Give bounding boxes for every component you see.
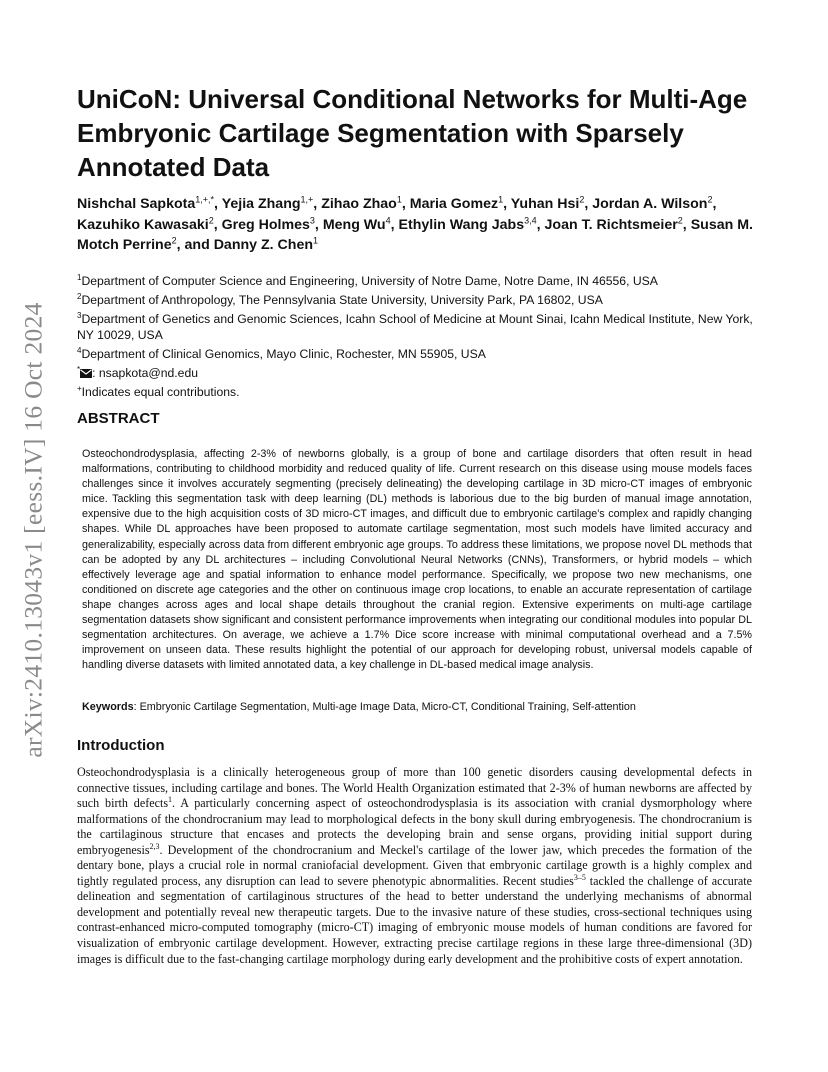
- citation-reference[interactable]: 1: [168, 795, 173, 805]
- affiliation-item: [77, 343, 767, 362]
- author-list: [77, 194, 757, 256]
- author-name: Yejia Zhang: [221, 196, 301, 212]
- citation-reference[interactable]: 3–5: [573, 872, 586, 882]
- author-separator: ,: [313, 196, 322, 212]
- intro-text-segment: . A particularly concerning aspect of osteochondrodysplasia is its association with cranial dysmorphology where malformations of the chondrocranium may lead to morphological defects in the bony skull during embryogenesis. The chondrocranium is the cartilaginous structure that encases and protects the developing brain and sense organs, providing initial support during embryogenesis: [77, 796, 752, 857]
- author-separator: ,: [390, 216, 399, 233]
- author-separator: ,: [214, 196, 222, 212]
- abstract-body: Osteochondrodysplasia, affecting 2-3% of newborns globally, is a group of bone and cartilage disorders that often result in head malformations, contributing to childhood morbidity and reduced quality of life. Current research on this disease using mouse models faces challenges since it involves accurately segmenting (precisely delineating) the developing cartilage in 3D micro-CT images of embryonic mice. Tackling this segmentation task with deep learning (DL) methods is laborious due to the big burden of manual image annotation, expensive due to the high acquisition costs of 3D micro-CT images, and difficult due to embryonic cartilage's complex and rapidly changing shapes. While DL approaches have been proposed to automate cartilage segmentation, most such models have limited accuracy and generalizability, especially across data from different embryonic age groups. To address these limitations, we propose novel DL methods that can be adopted by any DL architectures – including Convolutional Neural Networks (CNNs), Transformers, or hybrid models – which effectively leverage age and spatial information to enhance model performance. Specifically, we propose two new mechanisms, one conditioned on discrete age categories and the other on continuous image crop locations, to enable an accurate representation of cartilage shape changes across ages and local shape details throughout the cranial region. Extensive experiments on multi-age cartilage segmentation datasets show significant and consistent performance improvements when integrating our conditional modules into popular DL segmentation architectures. On average, we achieve a 1.7% Dice score increase with minimal computational overhead and a 7.5% improvement on unseen data. These results highlight the potential of our approach for developing robust, universal models capable of handling diverse datasets with limited annotated data, a key challenge in DL-based medical image analysis.: [82, 448, 752, 672]
- author-name: Nishchal Sapkota: [77, 196, 196, 212]
- author-affiliation-sup: 2: [677, 214, 683, 225]
- introduction-heading: Introduction: [77, 737, 165, 754]
- author-affiliation-sup: 2: [707, 194, 713, 205]
- author-name: Zihao Zhao: [321, 196, 397, 212]
- arxiv-identifier: arXiv:2410.13043v1 [eess.IV] 16 Oct 2024: [19, 302, 48, 758]
- equal-sup: +: [77, 384, 82, 394]
- equal-contribution-note: [77, 381, 767, 400]
- affiliations: [77, 270, 767, 400]
- author-affiliation-sup: 3,4: [524, 214, 537, 225]
- author-separator: ,: [314, 216, 323, 233]
- author-affiliation-sup: 1: [396, 194, 402, 205]
- author-affiliation-sup: 2: [171, 235, 177, 246]
- intro-text-segment: Osteochondrodysplasia is a clinically heterogeneous group of more than 100 genetic disorders causing developmental defects in connective tissues, including cartilage and bones. The World Health Organization estimated that 2-3% of human newborns are affected by such birth defects: [77, 765, 752, 811]
- author-name: Kazuhiko Kawasaki: [77, 216, 209, 233]
- author-name: Maria Gomez: [409, 196, 499, 212]
- affiliation-sup: 1: [77, 273, 82, 282]
- author-name: Yuhan Hsi: [510, 196, 580, 212]
- arxiv-sidebar: [16, 290, 52, 770]
- author-separator: ,: [503, 196, 511, 212]
- affiliation-item: [77, 270, 767, 289]
- affiliation-item: [77, 308, 767, 343]
- equal-text: Indicates equal contributions.: [81, 385, 240, 400]
- affiliation-sup: 2: [77, 292, 82, 302]
- affiliation-text: Department of Computer Science and Engineering, University of Notre Dame, Notre Dame, IN 46556, USA: [81, 274, 658, 289]
- intro-text-segment: . Development of the chondrocranium and Meckel's cartilage of the lower jaw, which precedes the formation of the dentary bone, plays a crucial role in normal craniofacial development. Given that embryonic cartilage growth is a highly complex and tightly regulated process, any disruption can lead to severe phenotypic abnormalities. Recent studies: [77, 842, 752, 888]
- author-affiliation-sup: 3: [309, 214, 315, 225]
- author-name: Ethylin Wang Jabs: [398, 216, 525, 233]
- author-affiliation-sup: 1,+,*: [195, 194, 215, 205]
- affiliation-text: Department of Anthropology, The Pennsylvania State University, University Park, PA 16802, USA: [81, 293, 603, 308]
- author-separator: ,: [401, 196, 410, 212]
- introduction-body: [77, 765, 752, 967]
- author-affiliation-sup: 4: [385, 214, 391, 225]
- author-separator: , and: [176, 237, 214, 253]
- author-name: Danny Z. Chen: [213, 237, 314, 253]
- author-name: Joan T. Richtsmeier: [544, 216, 678, 233]
- paper-title: UniCoN: Universal Conditional Networks for Multi-Age Embryonic Cartilage Segmentation with Sparsely Annotated Data: [77, 84, 748, 182]
- author-affiliation-sup: 1,+: [300, 194, 314, 205]
- contact-email[interactable]: : nsapkota@nd.edu: [92, 366, 199, 381]
- affiliation-sup: 3: [77, 311, 82, 321]
- author-name: Meng Wu: [322, 216, 386, 233]
- affiliation-text: Department of Genetics and Genomic Sciences, Icahn School of Medicine at Mount Sinai, Icahn Medical Institute, New York, NY 10029, USA: [77, 312, 753, 343]
- author-separator: ,: [712, 196, 717, 212]
- abstract-heading: ABSTRACT: [77, 410, 160, 427]
- author-name: Greg Holmes: [221, 216, 310, 233]
- affiliation-list: [77, 270, 767, 362]
- keywords-text: : Embryonic Cartilage Segmentation, Multi-age Image Data, Micro-CT, Conditional Training, Self-attention: [133, 701, 636, 713]
- author-affiliation-sup: 2: [579, 194, 585, 205]
- author-separator: ,: [682, 216, 691, 233]
- keywords-line: [82, 700, 762, 715]
- affiliation-item: [77, 289, 767, 308]
- affiliation-sup: 4: [77, 346, 82, 356]
- keywords-label: Keywords: [82, 701, 134, 713]
- envelope-icon: [80, 369, 92, 378]
- author-affiliation-sup: 2: [208, 214, 214, 225]
- author-name: Susan M. Motch Perrine: [77, 216, 753, 253]
- author-separator: ,: [536, 216, 545, 233]
- author-affiliation-sup: 1: [498, 194, 504, 205]
- author-affiliation-sup: 1: [313, 235, 319, 246]
- author-separator: ,: [584, 196, 593, 212]
- author-name: Jordan A. Wilson: [592, 196, 708, 212]
- intro-text-segment: tackled the challenge of accurate delineation and segmentation of cartilaginous structures of the head to better understand the underlying mechanisms of abnormal development and potentially reveal new therapeutic targets. Due to the invasive nature of these studies, cross-sectional techniques using contrast-enhanced micro-computed tomography (micro-CT) imaging of embryonic mouse models of human conditions are favored for visualization of embryonic cartilage development. However, extracting precise cartilage regions in these large three-dimensional (3D) images is difficult due to the fast-changing cartilage morphology during early development and the prohibitive costs of expert annotation.: [77, 873, 752, 966]
- citation-reference[interactable]: 2,3: [149, 841, 160, 851]
- affiliation-text: Department of Clinical Genomics, Mayo Clinic, Rochester, MN 55905, USA: [81, 347, 486, 362]
- author-separator: ,: [213, 216, 222, 233]
- contact-sup: *: [77, 365, 81, 375]
- contact-line: [77, 362, 767, 381]
